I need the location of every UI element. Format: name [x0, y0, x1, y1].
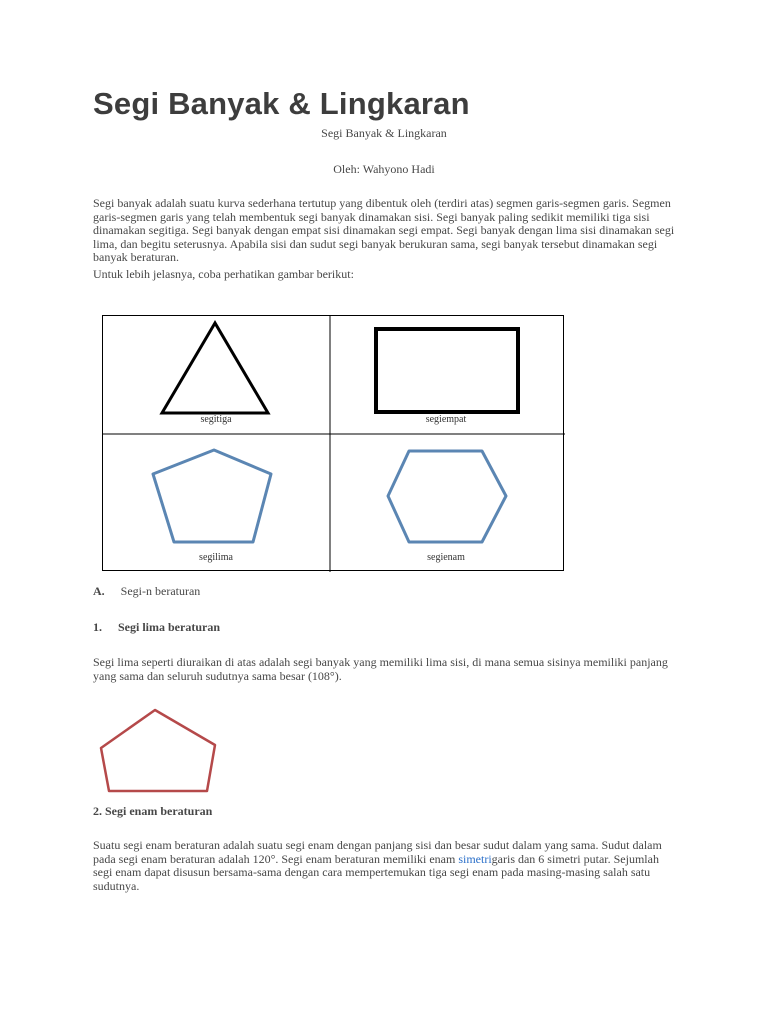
label-segienam: segienam	[427, 552, 465, 563]
polygon-figure-grid	[102, 315, 564, 571]
label-segiempat: segiempat	[425, 414, 467, 425]
subsection-1-marker: 1.	[93, 620, 102, 634]
label-segitiga: segitiga	[200, 414, 232, 425]
intro-paragraph: Segi banyak adalah suatu kurva sederhana tertutup yang dibentuk oleh (terdiri atas) segmen garis-segmen garis. Segmen garis-segmen garis yang telah membentuk segi banyak dinamakan sisi. Segi banyak paling sedikit memiliki tiga sisi dinamakan segitiga. Segi banyak dengan empat sisi dinamakan segi empat. Segi banyak dengan lima sisi dinamakan segi lima, dan begitu seterusnya. Apabila sisi dan sudut segi banyak berukuran sama, segi banyak tersebut dinamakan segi banyak beraturan.	[93, 196, 675, 265]
subsection-2-heading	[93, 804, 212, 819]
simetri-link[interactable]: simetri	[458, 851, 492, 866]
section-a-heading	[93, 584, 200, 599]
hexagon-shape	[388, 451, 506, 542]
red-pentagon-image	[98, 705, 220, 797]
subsection-2-title: Segi enam beraturan	[105, 804, 213, 818]
polygon-figure	[103, 316, 565, 572]
subsection-2-text-end: garis dan 6 simetri putar. Sejumlah segi enam dapat disusun bersama-sama dengan cara mempertemukan tiga segi enam pada masing-masing salah satu sudutnya.	[93, 851, 659, 893]
author-line: Oleh: Wahyono Hadi	[333, 162, 435, 176]
triangle-shape	[162, 323, 268, 413]
subsection-1-paragraph: Segi lima seperti diuraikan di atas adalah segi banyak yang memiliki lima sisi, di mana semua sisinya memiliki panjang yang sama dan seluruh sudutnya sama besar (108°).	[93, 655, 668, 683]
subsection-2-text-start: Suatu segi enam beraturan adalah suatu segi enam dengan panjang sisi dan besar sudut dalam yang sama. Sudut dalam pada segi enam beraturan adalah 120°. Segi enam beraturan memiliki enam	[93, 838, 662, 866]
red-pentagon-shape	[101, 710, 215, 791]
subsection-1-heading	[93, 620, 220, 635]
subsection-1-title: Segi lima beraturan	[118, 620, 220, 634]
rectangle-shape	[376, 329, 518, 412]
section-a-marker: A.	[93, 584, 105, 598]
pentagon-shape	[153, 450, 271, 542]
section-a-title: Segi-n beraturan	[120, 584, 201, 598]
document-subtitle: Segi Banyak & Lingkaran	[321, 126, 447, 140]
subsection-2-paragraph	[93, 839, 678, 893]
page-title: Segi Banyak & Lingkaran	[93, 86, 470, 121]
subsection-2-marker: 2.	[93, 804, 102, 818]
label-segilima: segilima	[199, 552, 233, 563]
intro-followup: Untuk lebih jelasnya, coba perhatikan gambar berikut:	[93, 267, 354, 281]
